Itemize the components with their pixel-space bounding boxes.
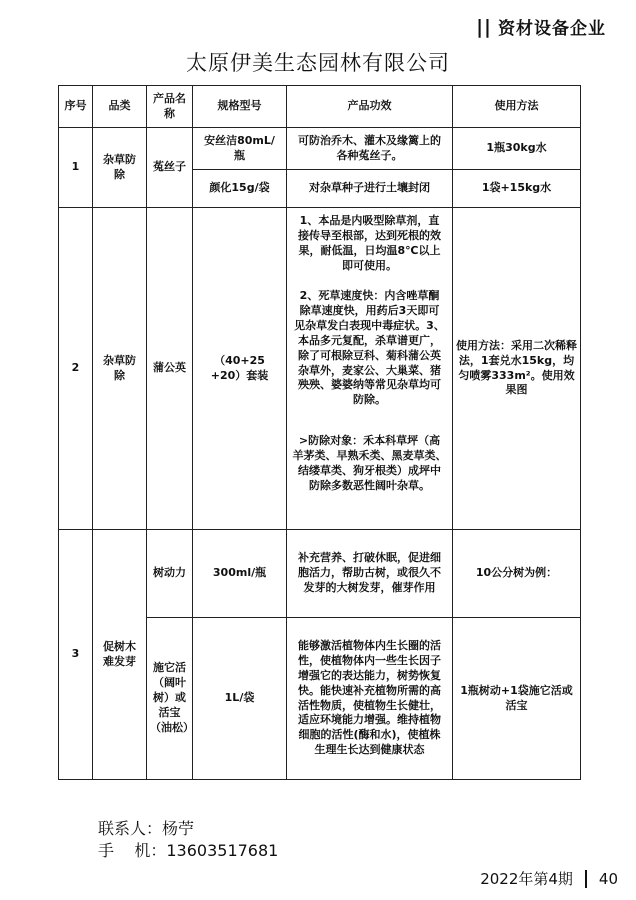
effect-paragraph: >防除对象：禾本科草坪（高 羊茅类、早熟禾类、黑麦草类、 结缕草类、狗牙根类）成坪中 防除多数恶性阔叶杂草。 — [292, 434, 447, 492]
row-usage: 1袋+15kg水 — [453, 170, 581, 208]
footer-divider — [585, 870, 587, 888]
contact-block — [98, 818, 278, 862]
table-row — [59, 530, 581, 618]
row-effect: 对杂草种子进行土壤封闭 — [287, 170, 453, 208]
page-footer — [480, 868, 618, 889]
effect-paragraph: 2、死草速度快：内含唑草酮 除草速度快，用药后3天即可 见杂草发白表现中毒症状。3、 本品多元复配，杀草谱更广， 除了可根除豆科、菊科蒲公英 杂草外，麦家公、大巢菜、猪 殃殃、婆婆纳等常见杂草均可 防除。 — [294, 289, 445, 407]
company-title: 太原伊美生态园林有限公司 — [186, 51, 450, 75]
contact-person-name: 杨苧 — [162, 819, 195, 838]
header-effect: 产品功效 — [287, 86, 453, 128]
table-row — [59, 128, 581, 170]
row-category: 杂草防 除 — [93, 128, 147, 208]
product-table — [58, 85, 581, 780]
row-usage: 使用方法：采用二次稀释 法，1套兑水15kg，均 匀喷雾333m²。使用效 果图 — [453, 208, 581, 530]
row-usage: 1瓶树动+1袋施它活或 活宝 — [453, 618, 581, 780]
contact-phone-number: 13603517681 — [166, 841, 279, 860]
contact-phone — [98, 840, 278, 862]
row-effect: 能够激活植物体内生长圈的活 性，使植物体内一些生长因子 增强它的表达能力，树势恢复 快。能快速补充植物所需的高 活性物质，使植物生长健壮， 适应环境能力增强。维持植物 细胞的活性(酶和水)，使植株 生理生长达到健康状态 — [287, 618, 453, 780]
contact-person-label: 联系人： — [98, 819, 163, 838]
table-header-row — [59, 86, 581, 128]
section-tag-label: 资材设备企业 — [498, 19, 606, 39]
row-no: 2 — [59, 208, 93, 530]
row-product: 施它活 （阔叶 树）或 活宝 （油松） — [147, 618, 193, 780]
header-category: 品类 — [93, 86, 147, 128]
effect-paragraph: 1、本品是内吸型除草剂，直 接传导至根部，达到死根的效 果，耐低温，日均温8℃以上 即可使用。 — [298, 214, 441, 272]
contact-person — [98, 818, 278, 840]
row-effect: 可防治乔木、灌木及缘篱上的 各种菟丝子。 — [287, 128, 453, 170]
row-spec: 1L/袋 — [193, 618, 287, 780]
row-effect — [287, 208, 453, 530]
row-product: 蒲公英 — [147, 208, 193, 530]
contact-phone-label: 手 机： — [98, 841, 167, 860]
row-product: 树动力 — [147, 530, 193, 618]
row-spec: （40+25 +20）套装 — [193, 208, 287, 530]
page-number: 40 — [598, 869, 618, 888]
table-row — [59, 208, 581, 530]
header-product: 产品名 称 — [147, 86, 193, 128]
row-category: 促树木 难发芽 — [93, 530, 147, 780]
header-no: 序号 — [59, 86, 93, 128]
row-no: 1 — [59, 128, 93, 208]
header-spec: 规格型号 — [193, 86, 287, 128]
row-spec: 颜化15g/袋 — [193, 170, 287, 208]
row-no: 3 — [59, 530, 93, 780]
row-spec: 300ml/瓶 — [193, 530, 287, 618]
row-effect: 补充营养、打破休眠，促进细 胞活力，帮助古树，或很久不 发芽的大树发芽，催芽作用 — [287, 530, 453, 618]
issue-label: 2022年第4期 — [480, 870, 573, 888]
row-category: 杂草防 除 — [93, 208, 147, 530]
row-usage: 10公分树为例： — [453, 530, 581, 618]
section-tag-bars: || — [476, 15, 492, 38]
row-usage: 1瓶30kg水 — [453, 128, 581, 170]
row-spec: 安丝洁80mL/ 瓶 — [193, 128, 287, 170]
header-usage: 使用方法 — [453, 86, 581, 128]
row-product: 菟丝子 — [147, 128, 193, 208]
section-tag — [476, 14, 606, 39]
